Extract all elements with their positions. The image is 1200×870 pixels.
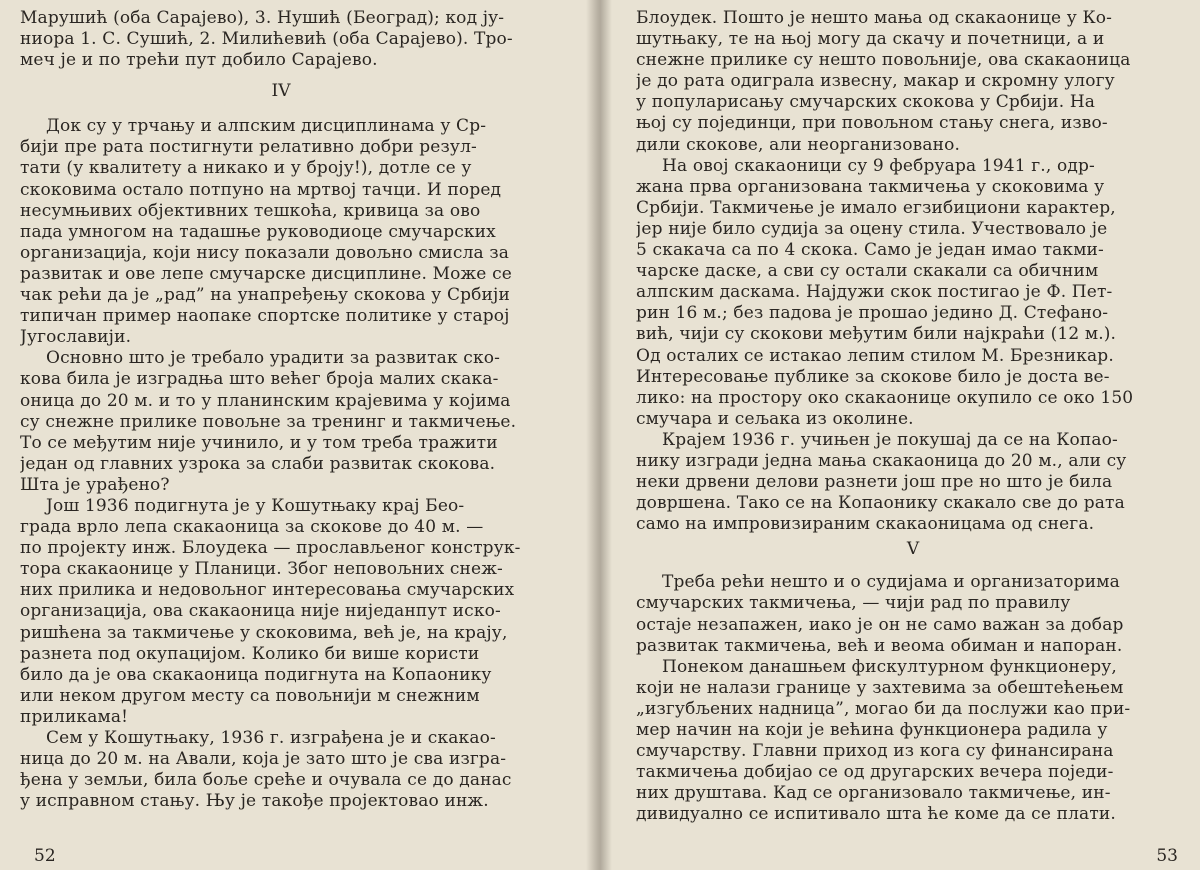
text-line: организација, који нису показали довољно смисла за [20,242,510,263]
text-line: пада умногом на тадашње руководиоце смучарских [20,221,496,242]
text-line: скоковима остало потпуно на мртвој тачци. И поред [20,179,502,200]
left-page-text [20,8,542,812]
paragraph [636,156,1190,430]
text-line: Интересовање публике за скокове било је доста ве- [636,366,1110,387]
text-line: вић, чији су скокови међутим били најкраћи (12 м.). [636,324,1117,345]
text-line: них друштава. Кад се организовало такмичење, ин- [636,783,1111,804]
right-page [598,0,1200,870]
text-line: алпским даскама. Најдужи скок постигао је Ф. Пет- [636,282,1113,303]
text-line: или неком другом месту са повољнији м снежним [20,685,480,706]
paragraph [636,8,1190,156]
text-line: типичан пример наопаке спортске политике у старој [20,306,510,327]
text-line: смучарских такмичења, — чији рад по правилу [636,593,1071,614]
text-line: чарске даске, а сви су остали скакали са обичним [636,261,1099,282]
text-line: је до рата одиграла извесну, макар и скромну улогу [636,71,1115,92]
left-page-number: 52 [34,846,56,866]
text-line: града врло лепа скакаоница за скокове до 40 м. — [20,517,484,538]
text-line: у исправном стању. Њу је такође пројектовао инж. [20,791,489,812]
text-line: Сем у Кошутњаку, 1936 г. изграђена је и скакао- [46,728,496,748]
text-line: Од осталих се истакао лепим стилом М. Брезникар. [636,345,1114,366]
text-line: жана прва организована такмичења у скоковима у [636,176,1105,197]
text-line: јер није било судија за оцену стила. Учествовало је [636,218,1108,239]
text-line: у популарисању смучарских скокова у Србији. На [636,92,1096,113]
text-line: То се међутим није учинило, и у том треба тражити [20,432,498,453]
text-line: Блоудек. Пошто је нешто мања од скакаонице у Ко- [636,8,1113,28]
right-page-text [636,8,1190,825]
text-line: Још 1936 подигнута је у Кошутњаку крај Бео- [46,495,465,516]
paragraph [20,116,542,348]
text-line: неки дрвени делови разнети још пре но што је била [636,472,1113,493]
paragraph [636,430,1190,535]
text-line: тора скакаонице у Планици. Због неповољних снеж- [20,559,503,580]
text-line: било да је ова скакаоница подигнута на Копаонику [20,664,492,685]
text-line: остаје незапажен, иако је он не само важан за добар [636,614,1124,635]
text-line: рин 16 м.; без падова је прошао једино Д. Стефано- [636,303,1109,324]
text-line: нику изгради једна мања скакаоница до 20 м., али су [636,450,1127,471]
text-line: тати (у квалитету а никако и у броју!), дотле се у [20,158,472,179]
right-page-number: 53 [1156,846,1178,866]
text-line: На овој скакаоници су 9 фебруара 1941 г., одр- [662,155,1095,176]
text-line: мер начин на који је већина функционера радила у [636,720,1108,740]
text-line: један од главних узрока за слаби развитак скокова. [20,453,496,474]
text-line: Основно што је требало урадити за развитак ско- [46,348,501,369]
text-line: ришћена за такмичење у скоковима, већ је, на крају, [20,622,508,643]
text-line: разнета под окупацијом. Колико би више користи [20,643,480,664]
text-line: ниора 1. С. Сушић, 2. Милићевић (оба Сарајево). Тро- [20,29,513,50]
text-line: који не налази границе у захтевима за обештећењем [636,677,1124,698]
text-line: приликама! [20,706,129,727]
text-line: по пројекту инж. Блоудека — прослављеног конструк- [20,538,521,559]
text-line: Понеком данашњем фискултурном функционеру, [662,656,1117,677]
paragraph [20,348,542,496]
paragraph [20,8,542,71]
text-line: развитак и ове лепе смучарске дисциплине. Може се [20,263,512,284]
text-line: организација, ова скакаоница није ниједанпут иско- [20,601,501,622]
text-line: су снежне прилике повољне за тренинг и такмичење. [20,411,517,432]
text-line: ница до 20 м. на Авали, која је зато што је сва изгра- [20,749,507,770]
paragraph [20,728,542,812]
text-line: смучара и сељака из околине. [636,408,914,429]
text-line: оница до 20 м. и то у планинским крајевима у којима [20,390,511,411]
section-heading: IV [271,81,291,102]
text-line: меч је и по трећи пут добило Сарајево. [20,50,378,71]
text-line: несумњивих објективних тешкоћа, кривица за ово [20,200,481,221]
text-line: њој су појединци, при повољном стању снега, изво- [636,113,1108,134]
text-line: развитак такмичења, већ и веома обиман и напоран. [636,635,1123,656]
text-line: само на импровизираним скакаоницама од снега. [636,514,1095,535]
text-line: 5 скакача са по 4 скока. Само је један имао такми- [636,240,1104,261]
text-line: такмичења добијао се од другарских вечера поједи- [636,762,1114,783]
text-line: снежне прилике су нешто повољније, ова скакаоница [636,50,1131,71]
text-line: шутњаку, те на њој могу да скачу и почетници, а и [636,29,1105,50]
paragraph [20,496,542,728]
text-line: Треба рећи нешто и о судијама и организаторима [662,572,1120,593]
text-line: них прилика и недовољног интересовања смучарских [20,580,515,601]
text-line: дили скокове, али неорганизовано. [636,134,961,155]
text-line: ђена у земљи, била боље среће и очувала се до данас [20,770,512,791]
text-line: дивидуално се испитивало шта ће коме да се плати. [636,804,1116,825]
text-line: бији пре рата постигнути релативно добри резул- [20,137,477,158]
book-gutter [586,0,612,870]
text-line: кова била је изградња што већег броја малих скака- [20,369,499,390]
text-line: Крајем 1936 г. учињен је покушај да се на Копао- [662,429,1118,450]
left-page [0,0,598,870]
text-line: чак рећи да је „рад” на унапређењу скокова у Србији [20,285,510,306]
paragraph [636,572,1190,656]
text-line: Југославији. [20,327,132,348]
section-heading: V [906,539,920,560]
text-line: Шта је урађено? [20,474,170,495]
text-line: довршена. Тако се на Копаонику скакало све до рата [636,493,1125,514]
text-line: лико: на простору око скакаонице окупило се око 150 [636,387,1134,408]
text-line: Марушић (оба Сарајево), 3. Нушић (Београд); код ју- [20,8,505,28]
paragraph [636,657,1190,826]
text-line: смучарству. Главни приход из кога су финансирана [636,741,1114,762]
text-line: „изгубљених надница”, могао би да послужи као при- [636,698,1131,719]
text-line: Србији. Такмичење је имало егзибициони карактер, [636,197,1116,218]
text-line: Док су у трчању и алпским дисциплинама у Ср- [46,116,487,137]
